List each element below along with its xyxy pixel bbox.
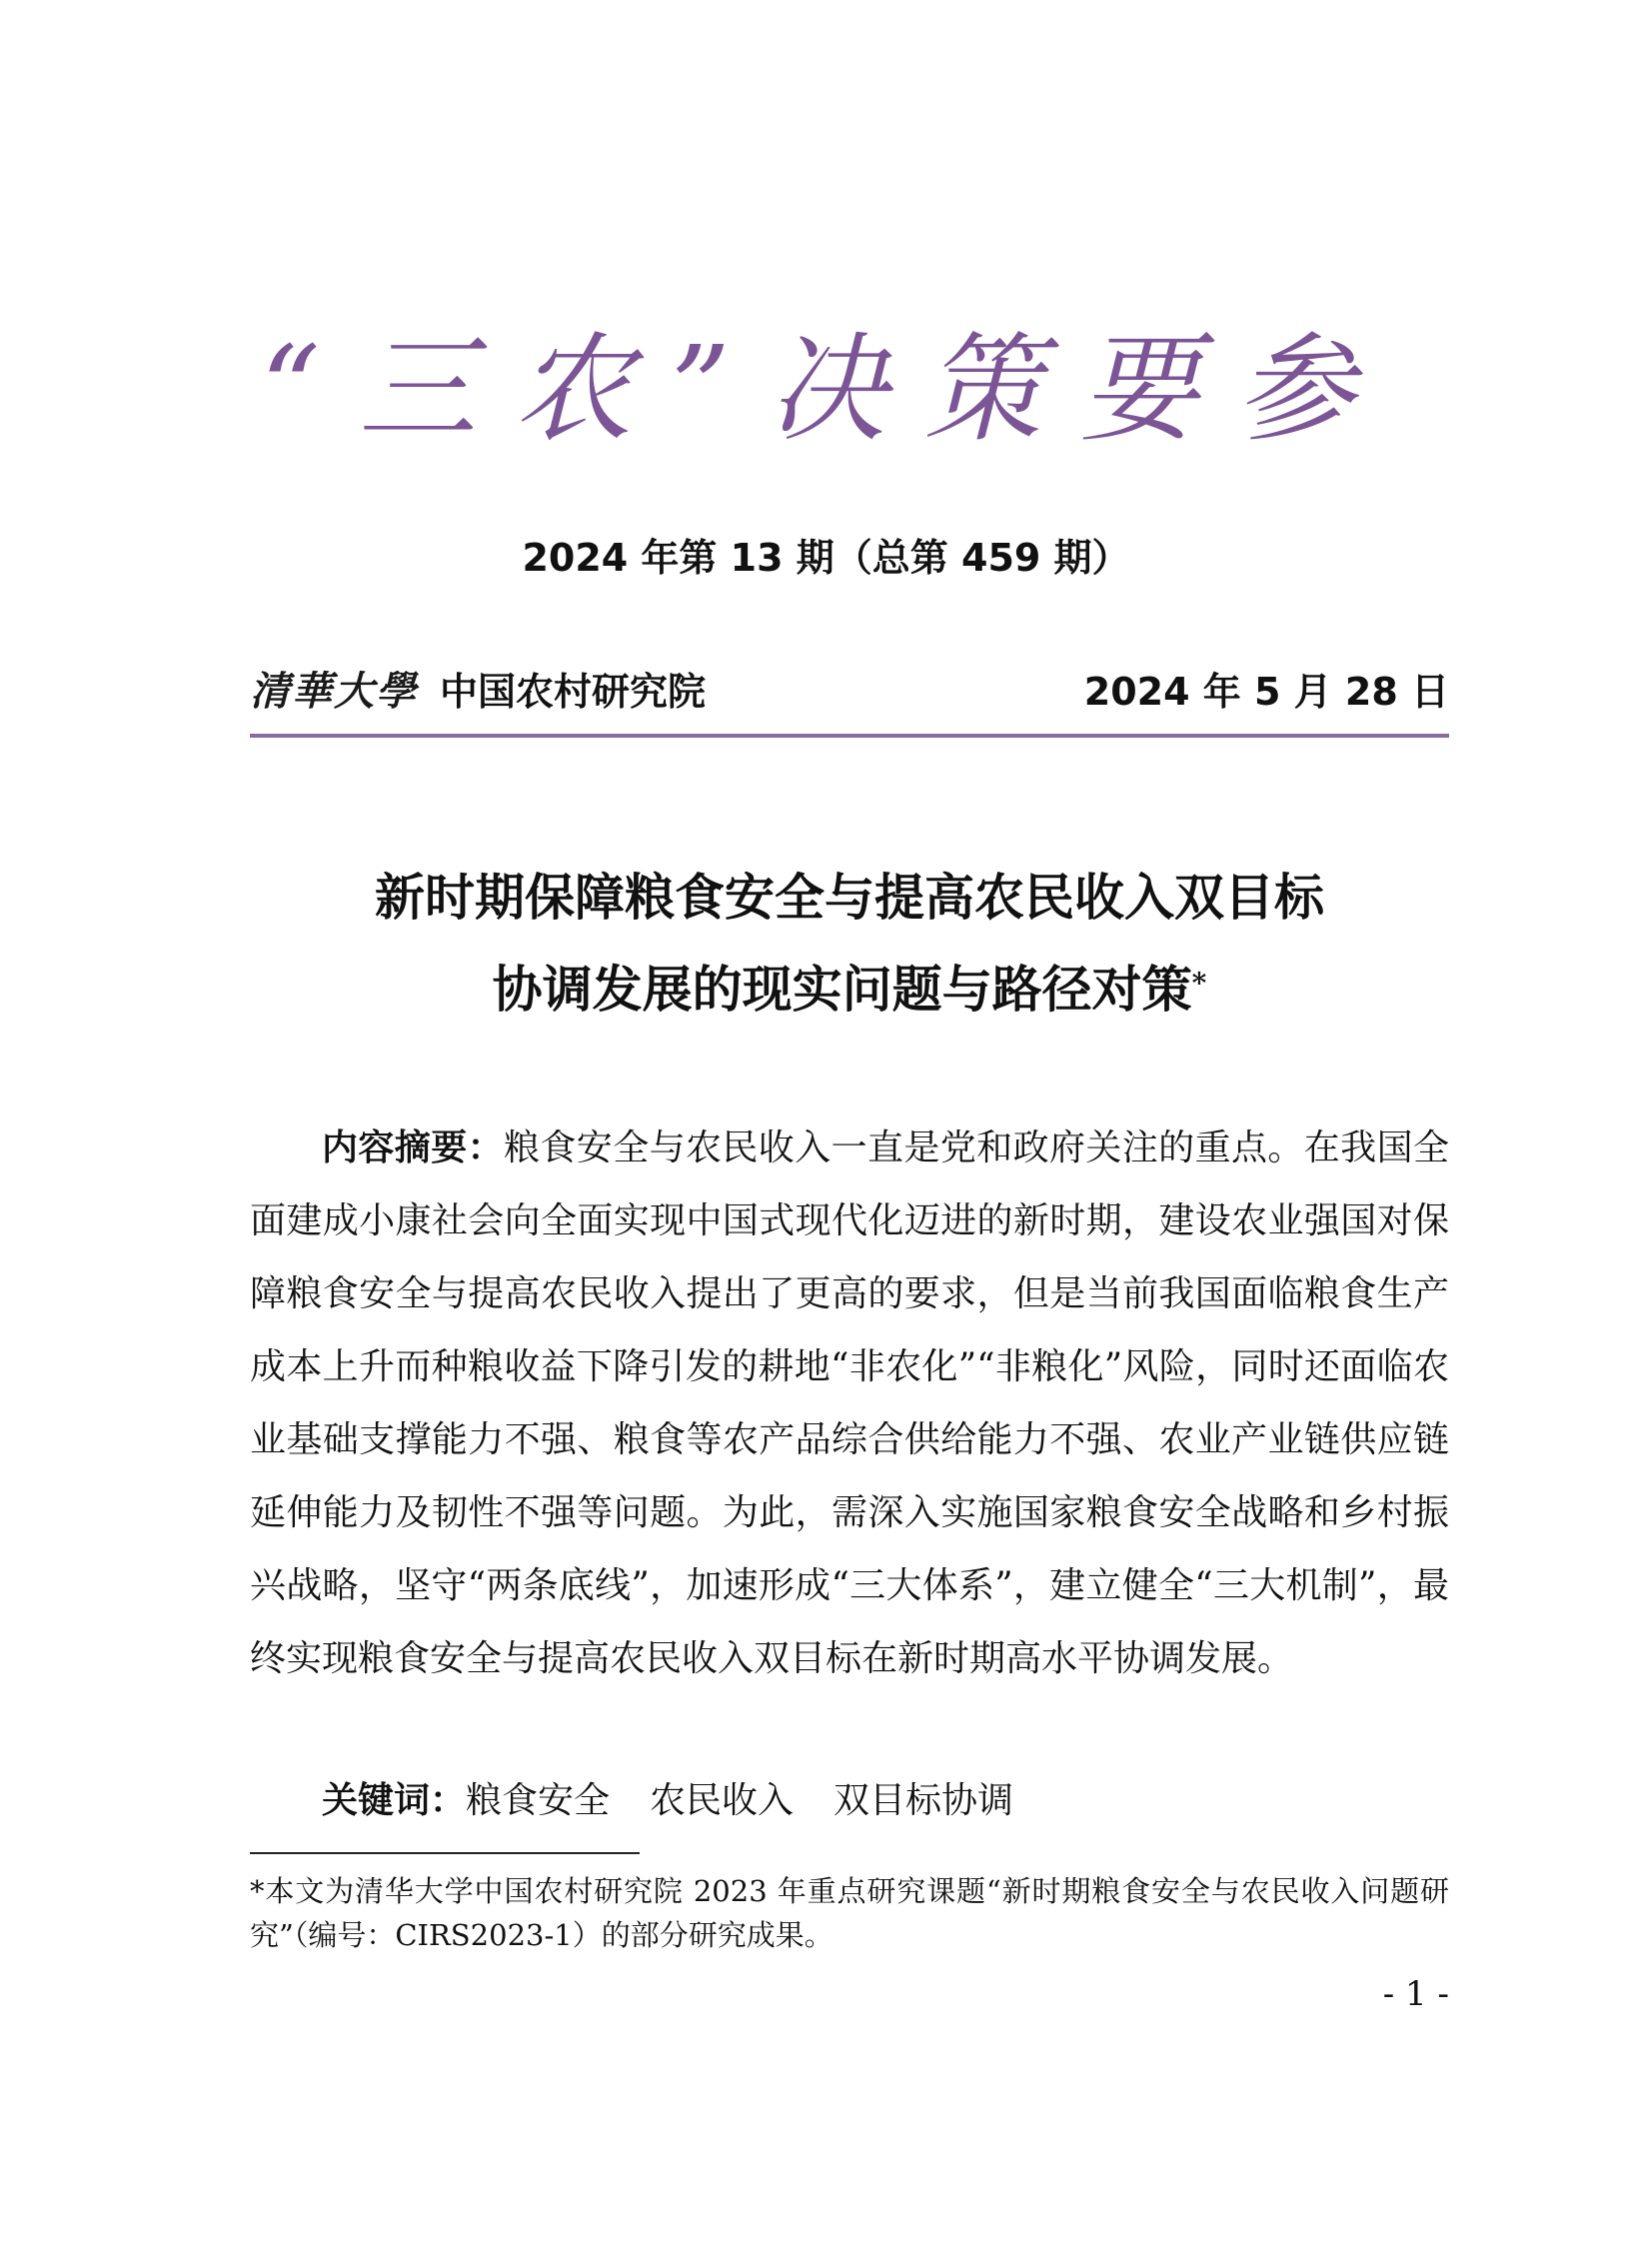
university-logo: 清華大學: [250, 667, 418, 715]
footnote: *本文为清华大学中国农村研究院 2023 年重点研究课题“新时期粮食安全与农民收入问题研究”（编号：CIRS2023-1）的部分研究成果。: [250, 1874, 1449, 1952]
institute-name: 中国农村研究院: [440, 669, 707, 714]
publication-date: 2024 年 5 月 28 日: [1083, 669, 1449, 714]
keyword: 双目标协调: [833, 1780, 1014, 1821]
footnote-divider: [250, 1852, 640, 1854]
header-divider: [250, 734, 1449, 738]
publisher: [250, 660, 706, 717]
page-number: - 1 -: [1382, 1974, 1449, 2014]
abstract-text: 粮食安全与农民收入一直是党和政府关注的重点。在我国全面建成小康社会向全面实现中国式现代化迈进的新时期，建设农业强国对保障粮食安全与提高农民收入提出了更高的要求，但是当前我国面临粮食生产成本上升而种粮收益下降引发的耕地“非农化”“非粮化”风险，同时还面临农业基础支撑能力不强、粮食等农产品综合供给能力不强、农业产业链供应链延伸能力及韧性不强等问题。为此，需深入实施国家粮食安全战略和乡村振兴战略，坚守“两条底线”，加速形成“三大体系”，建立健全“三大机制”，最终实现粮食安全与提高农民收入双目标在新时期高水平协调发展。: [250, 1127, 1449, 1679]
title-line-2: 协调发展的现实问题与路径对策: [492, 960, 1192, 1019]
title-line-2-wrap: [250, 944, 1449, 1036]
masthead-title: “三农”决策要参: [260, 320, 1392, 458]
header-row: [250, 658, 1449, 718]
issue-number: 2024 年第 13 期（总第 459 期）: [522, 536, 1130, 580]
article-title: [250, 852, 1449, 1036]
keyword: 粮食安全: [466, 1780, 611, 1821]
abstract: [250, 1112, 1449, 1695]
keywords-label: 关键词：: [322, 1780, 467, 1821]
keywords: [250, 1764, 1449, 1837]
title-footnote-mark: *: [1191, 967, 1207, 1000]
title-line-1: 新时期保障粮食安全与提高农民收入双目标: [375, 868, 1324, 927]
abstract-label: 内容摘要：: [322, 1127, 504, 1168]
keyword: 农民收入: [650, 1780, 795, 1821]
